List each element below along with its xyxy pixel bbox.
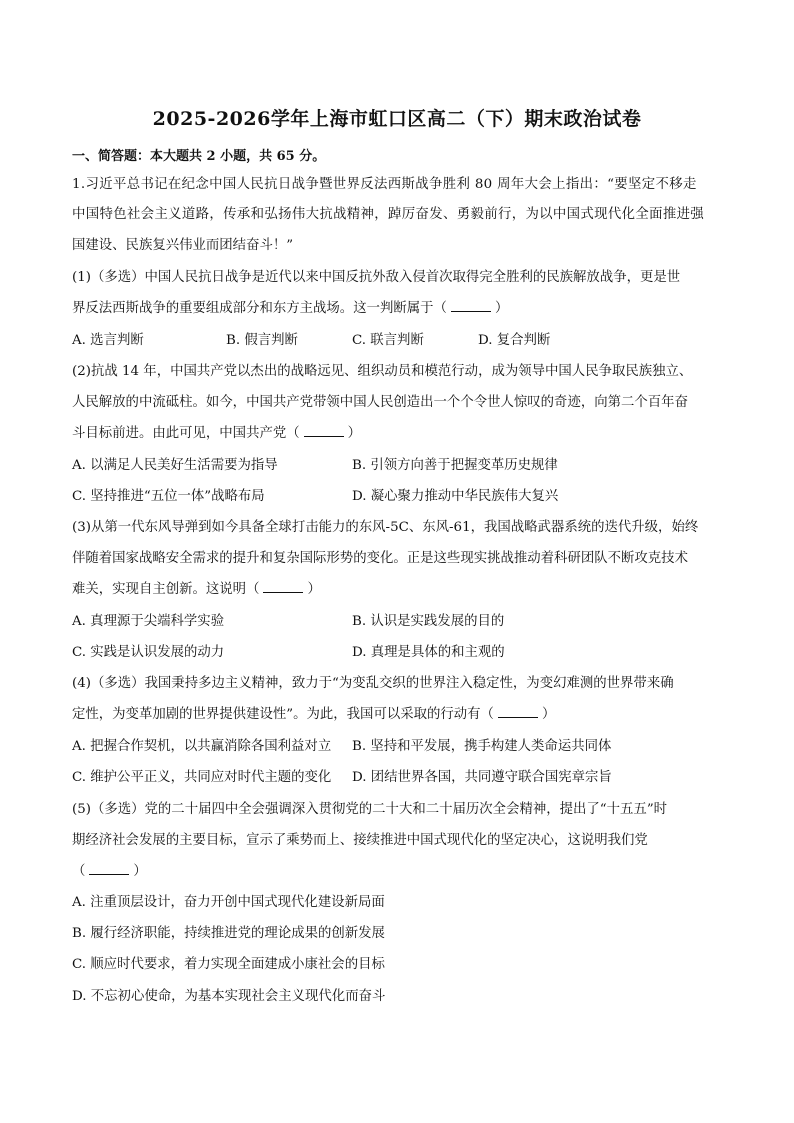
- q1-line-2: [72, 299, 508, 319]
- q5-option-a: A. 注重顶层设计，奋力开创中国式现代化建设新局面: [72, 895, 385, 910]
- q5-open: （: [72, 864, 86, 879]
- q1-line-1: (1)（多选）中国人民抗日战争是近代以来中国反抗外敌入侵首次取得完全胜利的民族解放战争，更是世: [72, 270, 681, 285]
- q5-close: ）: [133, 864, 147, 879]
- q2-text: 斗目标前进。由此可见，中国共产党（: [72, 426, 300, 441]
- answer-blank[interactable]: [304, 424, 344, 437]
- q5-line-3: [72, 862, 147, 882]
- section-heading: 一、简答题：本大题共 2 小题，共 65 分。: [72, 149, 326, 164]
- answer-blank[interactable]: [451, 299, 491, 312]
- q3-text: 难关，实现自主创新。这说明（: [72, 582, 260, 597]
- q3-close: ）: [307, 582, 321, 597]
- q3-line-2: 伴随着国家战略安全需求的提升和复杂国际形势的变化。正是这些现实挑战推动着科研团队不断攻克技术: [72, 551, 688, 566]
- q1-text: 界反法西斯战争的重要组成部分和东方主战场。这一判断属于（: [72, 301, 447, 316]
- q4-line-2: [72, 705, 555, 725]
- q3-option-c: C. 实践是认识发展的动力: [72, 645, 225, 660]
- q2-option-c: C. 坚持推进“五位一体”战略布局: [72, 489, 265, 504]
- q3-line-1: (3)从第一代东风导弹到如今具备全球打击能力的东风-5C、东风-61，我国战略武器系统的迭代升级，始终: [72, 520, 699, 535]
- q3-line-3: [72, 580, 321, 600]
- q1-option-b: B. 假言判断: [226, 333, 298, 348]
- q5-line-2: 期经济社会发展的主要目标，宣示了乘势而上、接续推进中国式现代化的坚定决心，这说明我们党: [72, 833, 648, 848]
- q4-line-1: (4)（多选）我国秉持多边主义精神，致力于“为变乱交织的世界注入稳定性，为变幻难测的世界带来确: [72, 676, 674, 691]
- q4-option-d: D. 团结世界各国，共同遵守联合国宪章宗旨: [352, 770, 612, 785]
- stem-line-1: 1.习近平总书记在纪念中国人民抗日战争暨世界反法西斯战争胜利 80 周年大会上指出：“要坚定不移走: [72, 177, 697, 192]
- q2-option-b: B. 引领方向善于把握变革历史规律: [352, 458, 558, 473]
- q3-option-a: A. 真理源于尖端科学实验: [72, 614, 225, 629]
- q1-option-c: C. 联言判断: [352, 333, 424, 348]
- answer-blank[interactable]: [89, 862, 129, 875]
- exam-title: 2025-2026学年上海市虹口区高二（下）期末政治试卷: [152, 108, 642, 130]
- q2-close: ）: [347, 426, 362, 441]
- q5-option-b: B. 履行经济职能，持续推进党的理论成果的创新发展: [72, 926, 385, 941]
- q2-line-3: [72, 424, 361, 444]
- answer-blank[interactable]: [263, 580, 303, 593]
- q4-option-b: B. 坚持和平发展，携手构建人类命运共同体: [352, 739, 612, 754]
- q2-line-1: (2)抗战 14 年，中国共产党以杰出的战略远见、组织动员和模范行动，成为领导中国人民争取民族独立、: [72, 364, 693, 379]
- answer-blank[interactable]: [498, 705, 538, 718]
- q4-option-c: C. 维护公平正义，共同应对时代主题的变化: [72, 770, 332, 785]
- q2-line-2: 人民解放的中流砥柱。如今，中国共产党带领中国人民创造出一个个令世人惊叹的奇迹，向第二个百年奋: [72, 395, 688, 410]
- q5-line-1: (5)（多选）党的二十届四中全会强调深入贯彻党的二十大和二十届历次全会精神，提出了“十五五”时: [72, 802, 668, 817]
- q1-option-a: A. 选言判断: [72, 333, 144, 348]
- q3-option-b: B. 认识是实践发展的目的: [352, 614, 505, 629]
- q4-close: ）: [541, 707, 556, 722]
- stem-line-3: 国建设、民族复兴伟业而团结奋斗！”: [72, 238, 294, 253]
- stem-line-2: 中国特色社会主义道路，传承和弘扬伟大抗战精神，踔厉奋发、勇毅前行，为以中国式现代化全面推进强: [72, 207, 705, 222]
- q2-option-a: A. 以满足人民美好生活需要为指导: [72, 458, 278, 473]
- q1-close: ）: [494, 301, 509, 316]
- q4-option-a: A. 把握合作契机，以共赢消除各国利益对立: [72, 739, 332, 754]
- q5-option-c: C. 顺应时代要求，着力实现全面建成小康社会的目标: [72, 957, 385, 972]
- q2-option-d: D. 凝心聚力推动中华民族伟大复兴: [352, 489, 559, 504]
- q4-text: 定性，为变革加剧的世界提供建设性”。为此，我国可以采取的行动有（: [72, 707, 494, 722]
- q3-option-d: D. 真理是具体的和主观的: [352, 645, 505, 660]
- q1-option-d: D. 复合判断: [478, 333, 551, 348]
- q5-option-d: D. 不忘初心使命，为基本实现社会主义现代化而奋斗: [72, 989, 386, 1004]
